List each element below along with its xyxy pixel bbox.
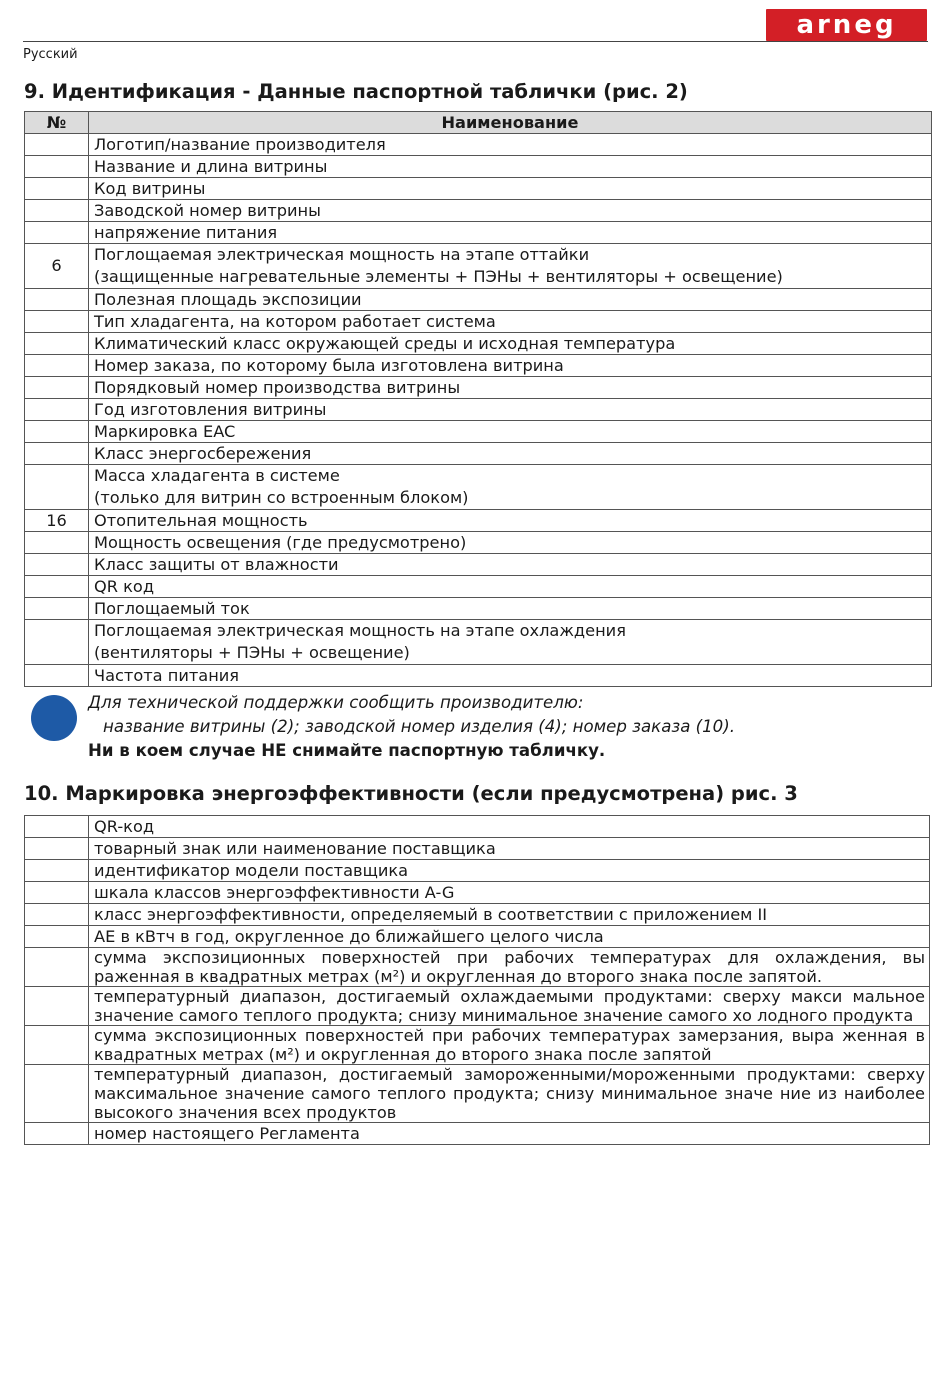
table-row bbox=[25, 948, 930, 987]
row-description bbox=[89, 134, 932, 156]
row-number bbox=[25, 620, 89, 665]
note-line-1: Для технической поддержки сообщить производителю: bbox=[88, 693, 584, 712]
row-description-text: Климатический класс окружающей среды и исходная температура bbox=[94, 334, 676, 353]
row-description bbox=[89, 355, 932, 377]
row-description bbox=[89, 333, 932, 355]
table-row bbox=[25, 222, 932, 244]
row-description-text: Номер заказа, по которому была изготовлена витрина bbox=[94, 356, 564, 375]
table-row bbox=[25, 1065, 930, 1123]
table-row bbox=[25, 134, 932, 156]
nameplate-table bbox=[24, 111, 932, 687]
table-row bbox=[25, 200, 932, 222]
row-description-text-2: (вентиляторы + ПЭНы + освещение) bbox=[94, 643, 410, 662]
row-description-text-2: (защищенные нагревательные элементы + ПЭНы + вентиляторы + освещение) bbox=[94, 267, 783, 286]
row-number bbox=[25, 333, 89, 355]
support-note bbox=[88, 691, 735, 763]
row-description: QR-код bbox=[89, 816, 930, 838]
row-description: AE в кВтч в год, округленное до ближайшего целого числа bbox=[89, 926, 930, 948]
row-description bbox=[89, 443, 932, 465]
row-description bbox=[89, 465, 932, 510]
row-number: 16 bbox=[25, 510, 89, 532]
row-description-text: Маркировка EAC bbox=[94, 422, 236, 441]
row-number bbox=[25, 134, 89, 156]
row-description bbox=[89, 554, 932, 576]
energy-label-table bbox=[24, 815, 930, 1145]
row-description-text: Масса хладагента в системе bbox=[94, 466, 340, 485]
row-number bbox=[25, 399, 89, 421]
row-description-text: Тип хладагента, на котором работает система bbox=[94, 312, 496, 331]
column-name-header: Наименование bbox=[89, 112, 932, 134]
note-line-2: название витрины (2); заводской номер изделия (4); номер заказа (10). bbox=[103, 717, 735, 736]
info-icon bbox=[31, 695, 77, 741]
row-number bbox=[25, 156, 89, 178]
row-number bbox=[25, 222, 89, 244]
row-description: температурный диапазон, достигаемый охлаждаемыми продуктами: сверху макси мальное значение самого теплого продукта; снизу минимальное значение самого хо лодного продукта bbox=[89, 987, 930, 1026]
table-row bbox=[25, 532, 932, 554]
arneg-logo bbox=[766, 9, 927, 41]
table-row bbox=[25, 156, 932, 178]
table-row bbox=[25, 289, 932, 311]
row-description: шкала классов энергоэффективности A-G bbox=[89, 882, 930, 904]
row-description-text: Поглощаемая электрическая мощность на этапе охлаждения bbox=[94, 621, 626, 640]
row-number bbox=[25, 598, 89, 620]
row-description-text: Мощность освещения (где предусмотрено) bbox=[94, 533, 467, 552]
row-number bbox=[25, 443, 89, 465]
row-description: номер настоящего Регламента bbox=[89, 1123, 930, 1145]
row-description bbox=[89, 620, 932, 665]
table-row bbox=[25, 421, 932, 443]
row-description bbox=[89, 421, 932, 443]
row-description bbox=[89, 665, 932, 687]
row-description-text: Поглощаемая электрическая мощность на этапе оттайки bbox=[94, 245, 590, 264]
row-number bbox=[25, 311, 89, 333]
row-number bbox=[25, 289, 89, 311]
table-row bbox=[25, 926, 930, 948]
row-description-text: Класс энергосбережения bbox=[94, 444, 312, 463]
section-10-title: 10. Маркировка энергоэффективности (если предусмотрена) рис. 3 bbox=[24, 782, 798, 805]
row-number bbox=[25, 838, 89, 860]
row-description bbox=[89, 200, 932, 222]
row-description bbox=[89, 244, 932, 289]
row-description-text: Полезная площадь экспозиции bbox=[94, 290, 362, 309]
row-description: товарный знак или наименование поставщика bbox=[89, 838, 930, 860]
row-description bbox=[89, 598, 932, 620]
table-row bbox=[25, 1123, 930, 1145]
row-description: сумма экспозиционных поверхностей при рабочих температурах для охлаждения, вы раженная в квадратных метрах (м²) и округленная до второго знака после запятой. bbox=[89, 948, 930, 987]
row-description-text: Год изготовления витрины bbox=[94, 400, 327, 419]
row-description: температурный диапазон, достигаемый замороженными/мороженными продуктами: сверху максимальное значение самого теплого продукта; снизу минимальное значе ние из наиболее высокого значения всех продуктов bbox=[89, 1065, 930, 1123]
row-description bbox=[89, 156, 932, 178]
row-description bbox=[89, 311, 932, 333]
row-number bbox=[25, 465, 89, 510]
table-row bbox=[25, 510, 932, 532]
table-row bbox=[25, 377, 932, 399]
row-description-text: Код витрины bbox=[94, 179, 206, 198]
row-description bbox=[89, 399, 932, 421]
table-row bbox=[25, 333, 932, 355]
table-row bbox=[25, 311, 932, 333]
row-description-text: Отопительная мощность bbox=[94, 511, 308, 530]
table-row bbox=[25, 904, 930, 926]
row-description-text: Поглощаемый ток bbox=[94, 599, 250, 618]
row-description-text: Название и длина витрины bbox=[94, 157, 328, 176]
table-row bbox=[25, 838, 930, 860]
table-header-row bbox=[25, 112, 932, 134]
row-description: идентификатор модели поставщика bbox=[89, 860, 930, 882]
table-row bbox=[25, 665, 932, 687]
table-row bbox=[25, 816, 930, 838]
row-number bbox=[25, 554, 89, 576]
row-description bbox=[89, 532, 932, 554]
row-description bbox=[89, 377, 932, 399]
row-number bbox=[25, 926, 89, 948]
section-9-title: 9. Идентификация - Данные паспортной таблички (рис. 2) bbox=[24, 80, 688, 103]
table-row bbox=[25, 987, 930, 1026]
table-row bbox=[25, 576, 932, 598]
row-description bbox=[89, 289, 932, 311]
row-number bbox=[25, 200, 89, 222]
note-warning: Ни в коем случае НЕ снимайте паспортную табличку. bbox=[88, 741, 606, 760]
row-description bbox=[89, 222, 932, 244]
row-number bbox=[25, 1123, 89, 1145]
table-row bbox=[25, 860, 930, 882]
row-number bbox=[25, 355, 89, 377]
row-description-text: напряжение питания bbox=[94, 223, 278, 242]
row-number bbox=[25, 882, 89, 904]
row-description bbox=[89, 576, 932, 598]
row-description-text: Класс защиты от влажности bbox=[94, 555, 339, 574]
table-row bbox=[25, 620, 932, 665]
header-rule bbox=[23, 41, 928, 42]
row-number bbox=[25, 532, 89, 554]
table-row bbox=[25, 355, 932, 377]
row-description: класс энергоэффективности, определяемый в соответствии с приложением II bbox=[89, 904, 930, 926]
row-description-text: Частота питания bbox=[94, 666, 240, 685]
row-number bbox=[25, 665, 89, 687]
row-number bbox=[25, 860, 89, 882]
table-row bbox=[25, 178, 932, 200]
row-description bbox=[89, 510, 932, 532]
language-label: Русский bbox=[23, 47, 78, 62]
logo-text: arneg bbox=[796, 10, 897, 40]
table-row bbox=[25, 554, 932, 576]
row-description-text: Заводской номер витрины bbox=[94, 201, 321, 220]
row-number: 6 bbox=[25, 244, 89, 289]
table-row bbox=[25, 465, 932, 510]
table-row bbox=[25, 1026, 930, 1065]
column-number-header: № bbox=[25, 112, 89, 134]
table-row bbox=[25, 598, 932, 620]
row-number bbox=[25, 987, 89, 1026]
table-row bbox=[25, 244, 932, 289]
row-number bbox=[25, 1026, 89, 1065]
row-number bbox=[25, 948, 89, 987]
row-description bbox=[89, 178, 932, 200]
table-row bbox=[25, 882, 930, 904]
row-description-text-2: (только для витрин со встроенным блоком) bbox=[94, 488, 469, 507]
table-row bbox=[25, 399, 932, 421]
row-number bbox=[25, 576, 89, 598]
row-number bbox=[25, 1065, 89, 1123]
table-row bbox=[25, 443, 932, 465]
row-description: сумма экспозиционных поверхностей при рабочих температурах замерзания, выра женная в квадратных метрах (м²) и округленная до второго знака после запятой bbox=[89, 1026, 930, 1065]
row-description-text: Порядковый номер производства витрины bbox=[94, 378, 461, 397]
row-number bbox=[25, 816, 89, 838]
row-number bbox=[25, 178, 89, 200]
row-number bbox=[25, 377, 89, 399]
row-number bbox=[25, 421, 89, 443]
row-description-text: QR код bbox=[94, 577, 155, 596]
row-description-text: Логотип/название производителя bbox=[94, 135, 386, 154]
row-number bbox=[25, 904, 89, 926]
